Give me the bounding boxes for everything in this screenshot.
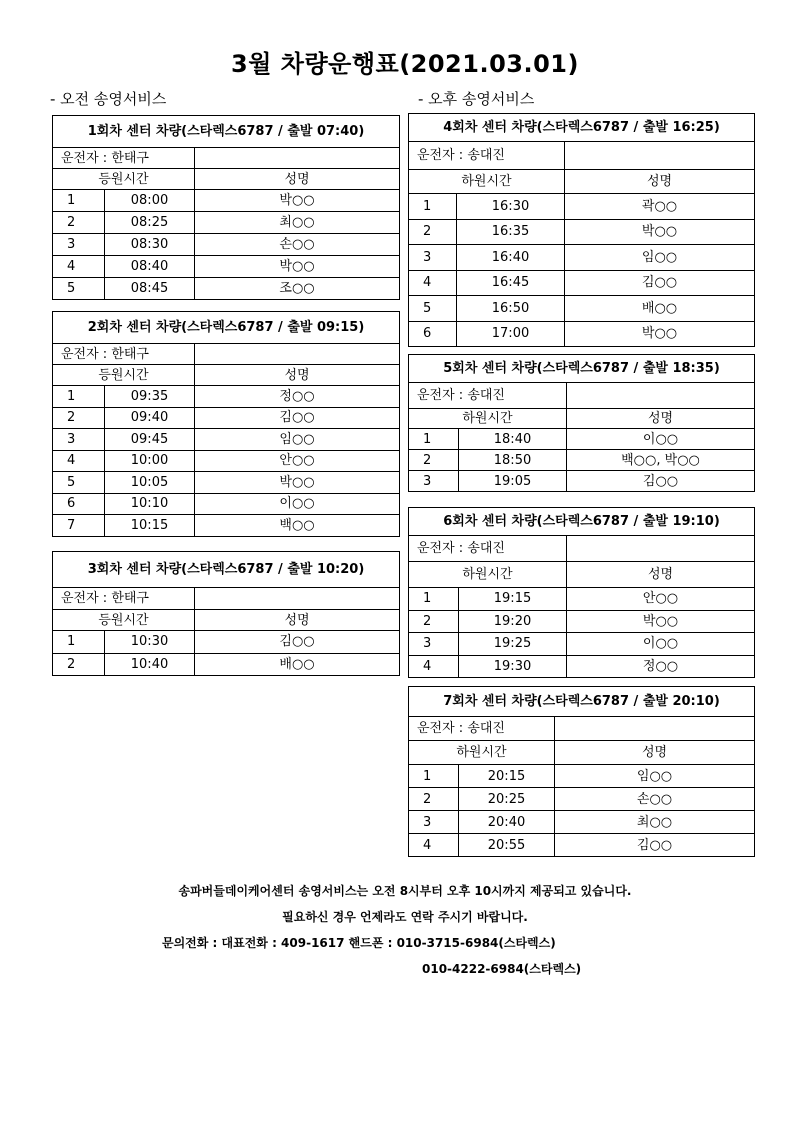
passenger-name: 박○○ <box>565 219 755 245</box>
table-row <box>409 633 755 656</box>
row-number: 4 <box>409 270 457 296</box>
driver-empty-cell <box>195 148 400 169</box>
pickup-time: 16:50 <box>457 296 565 322</box>
passenger-name: 최○○ <box>555 811 755 834</box>
schedule-table <box>408 507 755 678</box>
pickup-time: 08:40 <box>105 256 195 278</box>
table-row <box>53 212 400 234</box>
table-row <box>53 472 400 494</box>
pickup-time: 20:15 <box>459 765 555 788</box>
row-number: 3 <box>409 471 459 492</box>
run-title: 2회차 센터 차량(스타렉스6787 / 출발 09:15) <box>53 312 400 344</box>
driver-label: 운전자 : 송대진 <box>409 717 555 741</box>
pickup-time: 08:45 <box>105 278 195 300</box>
passenger-name: 임○○ <box>565 245 755 271</box>
table-row <box>409 765 755 788</box>
footer-phone-line-2: 010-4222-6984(스타렉스) <box>422 962 582 976</box>
pickup-time: 18:50 <box>459 450 567 471</box>
pickup-time: 20:55 <box>459 834 555 857</box>
pickup-time: 10:05 <box>105 472 195 494</box>
row-number: 3 <box>409 633 459 656</box>
passenger-name: 박○○ <box>195 472 400 494</box>
pickup-time: 09:45 <box>105 429 195 451</box>
schedule-table <box>408 113 755 347</box>
passenger-name: 안○○ <box>195 450 400 472</box>
schedule-table <box>408 354 755 492</box>
table-row <box>409 811 755 834</box>
driver-label: 운전자 : 한태구 <box>53 588 195 610</box>
time-column-header: 등원시간 <box>53 610 195 631</box>
row-number: 2 <box>409 788 459 811</box>
table-row <box>53 190 400 212</box>
passenger-name: 박○○ <box>195 190 400 212</box>
time-column-header: 하원시간 <box>409 562 567 588</box>
row-number: 3 <box>53 429 105 451</box>
pickup-time: 08:30 <box>105 234 195 256</box>
row-number: 4 <box>409 655 459 678</box>
pickup-time: 16:45 <box>457 270 565 296</box>
row-number: 1 <box>409 588 459 611</box>
table-row <box>409 429 755 450</box>
table-row <box>53 234 400 256</box>
table-row <box>409 270 755 296</box>
passenger-name: 김○○ <box>555 834 755 857</box>
table-row <box>409 588 755 611</box>
row-number: 6 <box>409 321 457 347</box>
run-6-schedule <box>408 507 754 678</box>
time-column-header: 하원시간 <box>409 741 555 765</box>
table-row <box>409 245 755 271</box>
passenger-name: 조○○ <box>195 278 400 300</box>
schedule-table <box>408 686 755 857</box>
passenger-name: 박○○ <box>565 321 755 347</box>
time-column-header: 등원시간 <box>53 169 195 190</box>
row-number: 5 <box>409 296 457 322</box>
table-row <box>409 471 755 492</box>
row-number: 2 <box>53 212 105 234</box>
name-column-header: 성명 <box>195 365 400 386</box>
passenger-name: 정○○ <box>195 386 400 408</box>
table-row <box>409 834 755 857</box>
driver-empty-cell <box>567 536 755 562</box>
row-number: 3 <box>53 234 105 256</box>
driver-label: 운전자 : 송대진 <box>409 142 565 170</box>
name-column-header: 성명 <box>567 409 755 429</box>
driver-label: 운전자 : 한태구 <box>53 344 195 365</box>
pickup-time: 10:30 <box>105 631 195 654</box>
passenger-name: 안○○ <box>567 588 755 611</box>
pickup-time: 18:40 <box>459 429 567 450</box>
schedule-table <box>52 115 400 300</box>
row-number: 7 <box>53 515 105 537</box>
pickup-time: 19:25 <box>459 633 567 656</box>
passenger-name: 김○○ <box>567 471 755 492</box>
driver-label: 운전자 : 송대진 <box>409 383 567 409</box>
table-row <box>409 450 755 471</box>
table-row <box>409 610 755 633</box>
row-number: 1 <box>409 429 459 450</box>
passenger-name: 김○○ <box>195 407 400 429</box>
run-title: 6회차 센터 차량(스타렉스6787 / 출발 19:10) <box>409 508 755 536</box>
time-column-header: 하원시간 <box>409 409 567 429</box>
pickup-time: 20:25 <box>459 788 555 811</box>
table-row <box>409 194 755 220</box>
driver-empty-cell <box>195 344 400 365</box>
passenger-name: 박○○ <box>567 610 755 633</box>
run-7-schedule <box>408 686 754 857</box>
driver-label: 운전자 : 송대진 <box>409 536 567 562</box>
time-column-header: 하원시간 <box>409 170 565 194</box>
table-row <box>53 653 400 676</box>
table-row <box>53 450 400 472</box>
row-number: 5 <box>53 472 105 494</box>
table-row <box>53 493 400 515</box>
passenger-name: 배○○ <box>195 653 400 676</box>
name-column-header: 성명 <box>555 741 755 765</box>
row-number: 1 <box>409 765 459 788</box>
table-row <box>409 655 755 678</box>
passenger-name: 손○○ <box>195 234 400 256</box>
name-column-header: 성명 <box>195 610 400 631</box>
pickup-time: 16:30 <box>457 194 565 220</box>
run-title: 3회차 센터 차량(스타렉스6787 / 출발 10:20) <box>53 552 400 588</box>
passenger-name: 배○○ <box>565 296 755 322</box>
row-number: 1 <box>53 386 105 408</box>
run-title: 1회차 센터 차량(스타렉스6787 / 출발 07:40) <box>53 116 400 148</box>
run-title: 5회차 센터 차량(스타렉스6787 / 출발 18:35) <box>409 355 755 383</box>
footer-phone-line: 문의전화 : 대표전화 : 409-1617 핸드폰 : 010-3715-6984(스타렉스) <box>162 936 556 950</box>
passenger-name: 정○○ <box>567 655 755 678</box>
pickup-time: 08:00 <box>105 190 195 212</box>
table-row <box>409 321 755 347</box>
passenger-name: 임○○ <box>195 429 400 451</box>
passenger-name: 최○○ <box>195 212 400 234</box>
run-1-schedule <box>52 115 399 300</box>
time-column-header: 등원시간 <box>53 365 195 386</box>
row-number: 2 <box>409 610 459 633</box>
name-column-header: 성명 <box>195 169 400 190</box>
run-5-schedule <box>408 354 754 492</box>
pickup-time: 20:40 <box>459 811 555 834</box>
table-row <box>53 515 400 537</box>
row-number: 1 <box>409 194 457 220</box>
row-number: 4 <box>53 450 105 472</box>
passenger-name: 김○○ <box>565 270 755 296</box>
table-row <box>53 386 400 408</box>
pickup-time: 10:10 <box>105 493 195 515</box>
row-number: 1 <box>53 190 105 212</box>
table-row <box>53 429 400 451</box>
pickup-time: 09:40 <box>105 407 195 429</box>
schedule-table <box>52 551 400 676</box>
name-column-header: 성명 <box>565 170 755 194</box>
row-number: 5 <box>53 278 105 300</box>
pickup-time: 19:05 <box>459 471 567 492</box>
run-title: 7회차 센터 차량(스타렉스6787 / 출발 20:10) <box>409 687 755 717</box>
passenger-name: 박○○ <box>195 256 400 278</box>
driver-empty-cell <box>555 717 755 741</box>
row-number: 3 <box>409 811 459 834</box>
pickup-time: 10:00 <box>105 450 195 472</box>
pickup-time: 09:35 <box>105 386 195 408</box>
row-number: 2 <box>53 653 105 676</box>
afternoon-section-label: - 오후 송영서비스 <box>418 90 535 108</box>
passenger-name: 곽○○ <box>565 194 755 220</box>
pickup-time: 16:40 <box>457 245 565 271</box>
passenger-name: 손○○ <box>555 788 755 811</box>
run-2-schedule <box>52 311 399 537</box>
passenger-name: 임○○ <box>555 765 755 788</box>
pickup-time: 10:15 <box>105 515 195 537</box>
row-number: 2 <box>409 450 459 471</box>
row-number: 2 <box>409 219 457 245</box>
morning-section-label: - 오전 송영서비스 <box>50 90 167 108</box>
passenger-name: 백○○ <box>195 515 400 537</box>
passenger-name: 김○○ <box>195 631 400 654</box>
row-number: 3 <box>409 245 457 271</box>
row-number: 2 <box>53 407 105 429</box>
driver-label: 운전자 : 한태구 <box>53 148 195 169</box>
row-number: 1 <box>53 631 105 654</box>
run-3-schedule <box>52 551 399 676</box>
run-title: 4회차 센터 차량(스타렉스6787 / 출발 16:25) <box>409 114 755 142</box>
table-row <box>409 219 755 245</box>
page-title: 3월 차량운행표(2021.03.01) <box>231 50 579 78</box>
row-number: 6 <box>53 493 105 515</box>
table-row <box>53 256 400 278</box>
table-row <box>409 788 755 811</box>
pickup-time: 08:25 <box>105 212 195 234</box>
run-4-schedule <box>408 113 754 347</box>
table-row <box>409 296 755 322</box>
pickup-time: 17:00 <box>457 321 565 347</box>
pickup-time: 19:15 <box>459 588 567 611</box>
driver-empty-cell <box>565 142 755 170</box>
table-row <box>53 631 400 654</box>
table-row <box>53 407 400 429</box>
row-number: 4 <box>53 256 105 278</box>
name-column-header: 성명 <box>567 562 755 588</box>
table-row <box>53 278 400 300</box>
pickup-time: 10:40 <box>105 653 195 676</box>
passenger-name: 이○○ <box>567 429 755 450</box>
footer-contact-note: 필요하신 경우 언제라도 연락 주시기 바랍니다. <box>282 910 528 924</box>
pickup-time: 16:35 <box>457 219 565 245</box>
driver-empty-cell <box>567 383 755 409</box>
pickup-time: 19:20 <box>459 610 567 633</box>
pickup-time: 19:30 <box>459 655 567 678</box>
schedule-table <box>52 311 400 537</box>
passenger-name: 이○○ <box>567 633 755 656</box>
footer-service-hours: 송파버들데이케어센터 송영서비스는 오전 8시부터 오후 10시까지 제공되고 있습니다. <box>178 884 632 898</box>
driver-empty-cell <box>195 588 400 610</box>
passenger-name: 백○○, 박○○ <box>567 450 755 471</box>
row-number: 4 <box>409 834 459 857</box>
passenger-name: 이○○ <box>195 493 400 515</box>
